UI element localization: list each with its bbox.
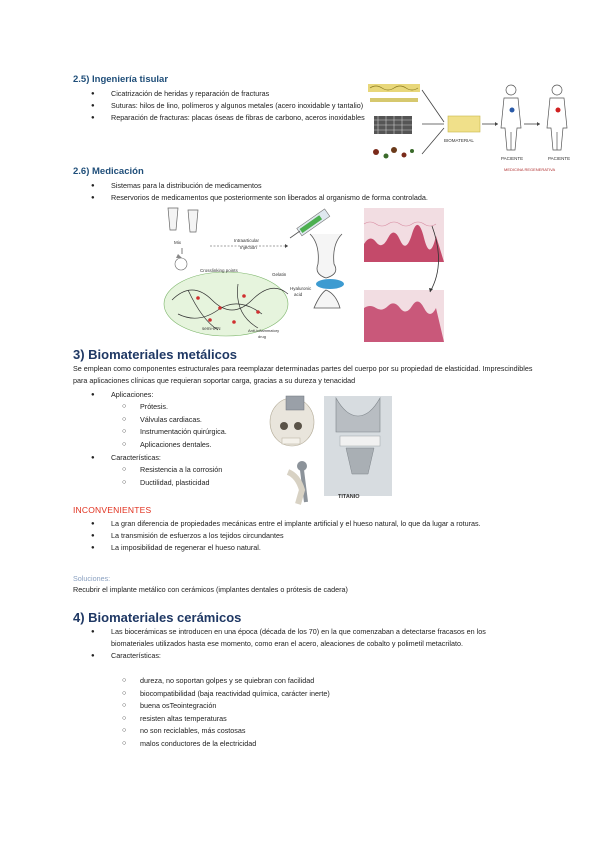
- list-item: ● La imposibilidad de regenerar el hueso natural.: [73, 542, 513, 554]
- list-item: ○ dureza, no soportan golpes y se quiebran con facilidad: [73, 675, 433, 688]
- list-item: ○ Resistencia a la corrosión: [73, 464, 293, 477]
- metallic-intro: Se emplean como componentes estructurales para reemplazar determinadas partes del cuerpo por su propiedad de elasticidad. Imprescindibles para aplicaciones clínicas que requieran soportar carga, gracias a su dureza y tenacidad: [73, 364, 533, 385]
- patient-left-figure: [501, 85, 521, 150]
- section-title-ceramic-biomaterials: 4) Biomateriales cerámicos: [73, 610, 242, 625]
- list-item: ○ Aplicaciones dentales.: [73, 439, 293, 452]
- list-item: ○ no son reciclables, más costosas: [73, 725, 433, 738]
- applications-sublist: [73, 401, 293, 451]
- cells-image: [373, 147, 414, 159]
- inconvenientes-list: [73, 518, 513, 554]
- list-item: ● La gran diferencia de propiedades mecánicas entre el implante artificial y el hueso natural, lo que da lugar a roturas.: [73, 518, 513, 530]
- section-title-metallic-biomaterials: 3) Biomateriales metálicos: [73, 347, 238, 362]
- list-item: ○ Válvulas cardiacas.: [73, 414, 293, 427]
- list-item: ○ Ductilidad, plasticidad: [73, 477, 293, 490]
- biomaterial-block: [448, 116, 480, 132]
- list-item: ● La transmisión de esfuerzos a los tejidos circundantes: [73, 530, 513, 542]
- acid-label: acid: [294, 292, 303, 297]
- hydrogel-network-image: [164, 272, 288, 336]
- injection-label: Injection: [240, 245, 257, 250]
- list-item: ● Las biocerámicas se introducen en una época (década de los 70) en la que comenzaban a detectarse fracasos en los biomateriales utilizados hasta ese momento, como eran el acero, aleaciones de cobalto y polimetil metacrilato.: [73, 626, 529, 650]
- patient-left-label: PACIENTE: [501, 156, 524, 161]
- list-item: ● Cicatrización de heridas y reparación de fracturas: [73, 88, 365, 100]
- list-item: ○ malos conductores de la electricidad: [73, 738, 433, 751]
- regenerative-medicine-figure: [364, 78, 584, 182]
- soluciones-label: Soluciones:: [73, 574, 111, 583]
- list-item: ● Reservorios de medicamentos que posteriormente son liberados al organismo de forma controlada.: [73, 192, 513, 204]
- mix-label: Mix: [174, 240, 181, 245]
- section-title-medication: 2.6) Medicación: [73, 166, 144, 177]
- biomaterial-label: BIOMATERIAL: [444, 138, 474, 143]
- list-item: ○ Instrumentación quirúrgica.: [73, 426, 293, 439]
- list-item: ● Sistemas para la distribución de medicamentos: [73, 180, 513, 192]
- list-item: ○ buena osTeointegración: [73, 700, 433, 713]
- crosslinking-label: Crosslinking points: [200, 268, 238, 273]
- list-item-applications: ● Aplicaciones:: [73, 389, 283, 401]
- list-item-characteristics: ● Características:: [73, 452, 283, 464]
- patient-right-label: PACIENTE: [548, 156, 571, 161]
- list-item: ● Reparación de fracturas: placas óseas de fibras de carbono, aceros inoxidables: [73, 112, 365, 124]
- titanium-implants-figure: [268, 392, 396, 506]
- ceramic-list: [73, 626, 529, 662]
- inconvenientes-heading: INCONVENIENTES: [73, 505, 152, 515]
- section-title-tissue-engineering: 2.5) Ingeniería tisular: [73, 74, 169, 85]
- list-item: ○ Prótesis.: [73, 401, 293, 414]
- patient-right-figure: [547, 85, 567, 150]
- titanium-label: TITANIO: [338, 494, 360, 500]
- intraarticular-label: Intraarticular: [234, 238, 260, 243]
- soluciones-text: Recubrir el implante metálico con cerámicos (implantes dentales o prótesis de cadera): [73, 585, 348, 594]
- drug-delivery-figure: [148, 204, 448, 344]
- drug-label: drug: [258, 334, 267, 339]
- regenerative-medicine-label: MEDICINA REGENERATIVA: [504, 167, 556, 172]
- knee-joint-image: [310, 234, 344, 308]
- ceramic-characteristics-sublist: [73, 675, 433, 750]
- tissue-engineering-list: [73, 88, 365, 124]
- metallic-list: [73, 389, 283, 401]
- characteristics-list: [73, 452, 283, 464]
- list-item: ○ biocompatibilidad (baja reactividad química, carácter inerte): [73, 688, 433, 701]
- histology-images: [364, 208, 444, 342]
- syringe-image: [290, 209, 330, 238]
- gelatin-label: Gelatin: [272, 272, 287, 277]
- list-item: ● Suturas: hilos de lino, polímeros y algunos metales (acero inoxidable y tantalio): [73, 100, 365, 112]
- anti-inflammatory-label: Anti-inflammatory: [248, 328, 280, 333]
- list-item: ○ resisten altas temperaturas: [73, 713, 433, 726]
- medication-list: [73, 180, 513, 204]
- knee-implant-image: [324, 396, 392, 496]
- semi-ipn-label: semi-IPN: [202, 326, 221, 331]
- hyaluronic-label: Hyaluronic: [290, 286, 312, 291]
- test-tubes-image: [168, 208, 198, 232]
- characteristics-sublist: [73, 464, 293, 489]
- list-item-characteristics: ● Características:: [73, 650, 529, 662]
